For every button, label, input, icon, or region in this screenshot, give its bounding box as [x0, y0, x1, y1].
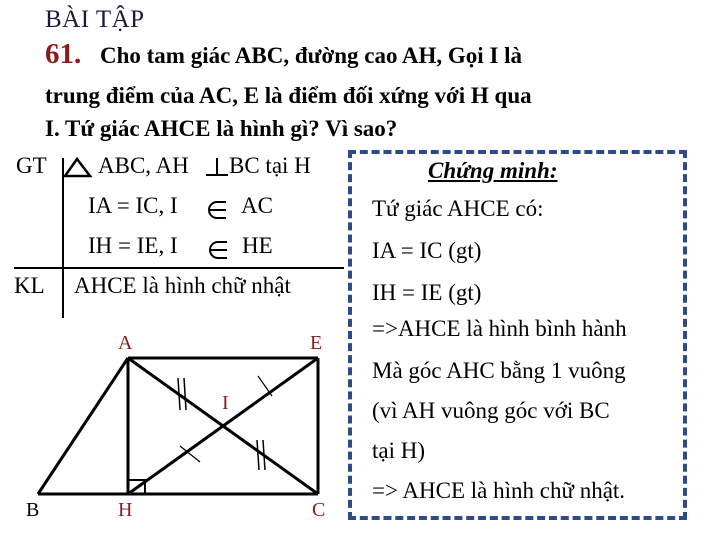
proof-title: Chứng minh:: [428, 158, 558, 183]
point-label-C: C: [312, 499, 326, 521]
tick-mark: [178, 378, 180, 410]
gt-kl-horizontal-divider: [14, 267, 344, 269]
tick-mark: [258, 376, 272, 396]
given-line-3b: HE: [242, 233, 273, 258]
problem-line-2: trung điểm của AC, E là điểm đối xứng với H qua: [45, 83, 532, 108]
gt-kl-vertical-divider: [62, 158, 64, 318]
proof-line: Mà góc AHC bằng 1 vuông: [372, 358, 626, 383]
given-line-1b: BC tại H: [229, 153, 311, 178]
given-line-1a: ABC, AH: [98, 153, 189, 178]
given-line-2a: IA = IC, I: [88, 193, 178, 218]
point-label-I: I: [222, 392, 229, 414]
perpendicular-icon: [204, 156, 230, 178]
proof-line: Tứ giác AHCE có:: [372, 196, 544, 221]
given-line-2b: AC: [241, 193, 273, 218]
problem-line-3: I. Tứ giác AHCE là hình gì? Vì sao?: [45, 116, 398, 141]
point-label-B: B: [26, 499, 40, 521]
proof-line: IH = IE (gt): [372, 280, 482, 305]
proof-line: =>AHCE là hình bình hành: [372, 316, 627, 341]
element-of-icon: [206, 239, 232, 261]
tick-mark: [257, 440, 259, 470]
gt-label: GT: [16, 153, 47, 178]
point-label-E: E: [310, 332, 323, 354]
given-line-3a: IH = IE, I: [88, 233, 178, 258]
problem-number: 61.: [45, 38, 82, 70]
point-label-A: A: [118, 332, 133, 354]
geometry-figure: [0, 320, 345, 530]
kl-label: KL: [14, 273, 45, 298]
proof-line: => AHCE là hình chữ nhật.: [372, 478, 626, 503]
segment-AB: [38, 358, 128, 494]
triangle-icon: [62, 156, 94, 178]
conclusion-text: AHCE là hình chữ nhật: [74, 273, 291, 298]
point-label-H: H: [118, 499, 133, 521]
proof-line: IA = IC (gt): [372, 238, 482, 263]
proof-line: (vì AH vuông góc với BC: [372, 398, 610, 423]
tick-mark: [263, 440, 265, 470]
element-of-icon: [205, 199, 231, 221]
proof-line: tại H): [372, 438, 426, 463]
problem-line-1: Cho tam giác ABC, đường cao AH, Gọi I là: [100, 43, 523, 68]
tick-mark: [184, 378, 186, 410]
exercise-title: BÀI TẬP: [45, 6, 145, 33]
